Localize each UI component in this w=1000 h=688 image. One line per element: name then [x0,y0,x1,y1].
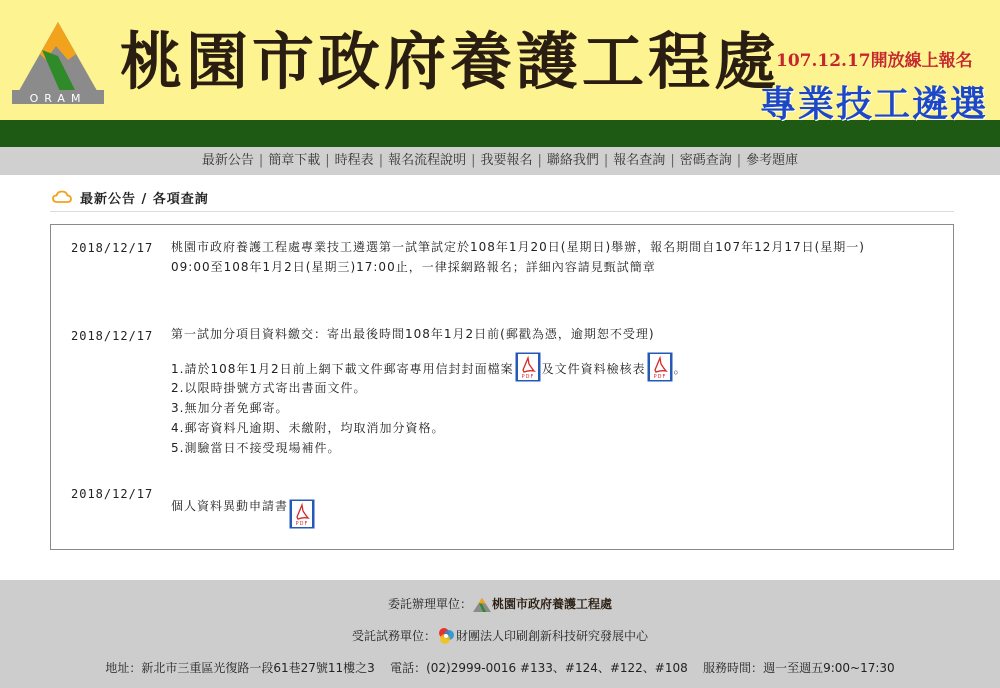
list-item-text: 。 [673,362,687,376]
section-title: 最新公告 / 各項查詢 [80,192,209,207]
phone-label: 電話： [390,661,427,675]
news-list-item [171,352,941,378]
svg-text:PDF: PDF [295,521,309,527]
contractor-label: 受託試務單位： [351,629,436,643]
list-item-text: 及文件資料檢核表 [541,362,646,376]
organizer-logo-icon [472,597,492,613]
nav-password-query[interactable]: 密碼查詢 [679,153,732,168]
nav-separator: | [537,153,542,168]
contractor-name: 財團法人印刷創新科技研究發展中心 [456,629,649,643]
news-list-item: 4.郵寄資料凡逾期、未繳附，均取消加分資格。 [171,421,445,435]
phone: (02)2999-0016 #133、#124、#122、#108 [426,661,688,675]
news-date: 2018/12/17 [71,329,154,343]
news-list-item [171,483,941,527]
nav-separator: | [258,153,264,168]
news-list-item: 2.以限時掛號方式寄出書面文件。 [171,381,367,395]
address-label: 地址： [105,661,142,675]
news-list-item: 3.無加分者免郵寄。 [171,401,289,415]
svg-text:PDF: PDF [521,374,535,380]
nav-separator: | [378,153,384,168]
pdf-download-icon[interactable] [289,499,315,529]
site-footer [0,580,1000,688]
contractor-logo-icon [436,626,456,648]
news-item-text [171,324,941,458]
logo-text: ORAM [29,92,87,104]
organizer-label: 委託辦理單位： [387,597,472,611]
site-header [0,0,1000,125]
oram-logo[interactable] [12,20,104,104]
svg-text:PDF: PDF [653,374,667,380]
address: 新北市三重區光復路一段61巷27號11樓之3 [141,661,375,675]
organizer-name: 桃園市政府養護工程處 [492,597,613,611]
news-date: 2018/12/17 [71,241,154,255]
cloud-icon [52,190,72,204]
footer-contractor [0,624,1000,648]
pdf-download-icon[interactable] [515,352,541,382]
nav-brochure-download[interactable]: 簡章下載 [268,153,321,168]
hours-label: 服務時間： [703,661,764,675]
project-name: 專業技工遴選 [760,83,989,125]
news-line: 09:00至108年1月2日(星期三)17:00止，一律採網路報名；詳細內容請見甄試簡章 [171,260,656,274]
nav-registration-query[interactable]: 報名查詢 [613,153,666,168]
nav-separator: | [471,153,476,168]
news-line: 桃園市政府養護工程處專業技工遴選第一試筆試定於108年1月20日(星期日)舉辦，報名期間自107年12月17日(星期一) [171,240,865,254]
site-title: 桃園市政府養護工程處 [120,25,781,98]
nav-schedule[interactable]: 時程表 [334,153,374,168]
section-heading [50,186,954,212]
service-hours: 週一至週五9:00~17:30 [763,661,895,675]
nav-contact-us[interactable]: 聯絡我們 [546,153,599,168]
nav-latest-news[interactable]: 最新公告 [201,153,254,168]
launch-date-notice: 107.12.17開放線上報名 [776,51,973,71]
news-intro: 第一試加分項目資料繳交：寄出最後時間108年1月2日前(郵戳為憑，逾期恕不受理) [171,327,655,341]
nav-register[interactable]: 我要報名 [480,153,533,168]
news-item-text [171,237,941,277]
main-nav [0,147,1000,175]
news-item-text [171,483,941,527]
list-item-text: 1.請於108年1月2日前上網下載文件郵寄專用信封封面檔案 [171,362,514,376]
list-item-text: 個人資料異動申請書 [171,499,289,513]
nav-separator: | [736,153,742,168]
nav-registration-process[interactable]: 報名流程說明 [388,153,467,168]
nav-question-bank[interactable]: 參考題庫 [746,153,799,168]
news-date: 2018/12/17 [71,487,154,501]
news-list-item: 5.測驗當日不接受現場補件。 [171,441,341,455]
pdf-download-icon[interactable] [647,352,673,382]
nav-separator: | [670,153,675,168]
news-box [50,224,954,550]
footer-organizer [0,594,1000,614]
nav-separator: | [325,153,330,168]
nav-separator: | [603,153,609,168]
footer-contact [0,658,1000,678]
